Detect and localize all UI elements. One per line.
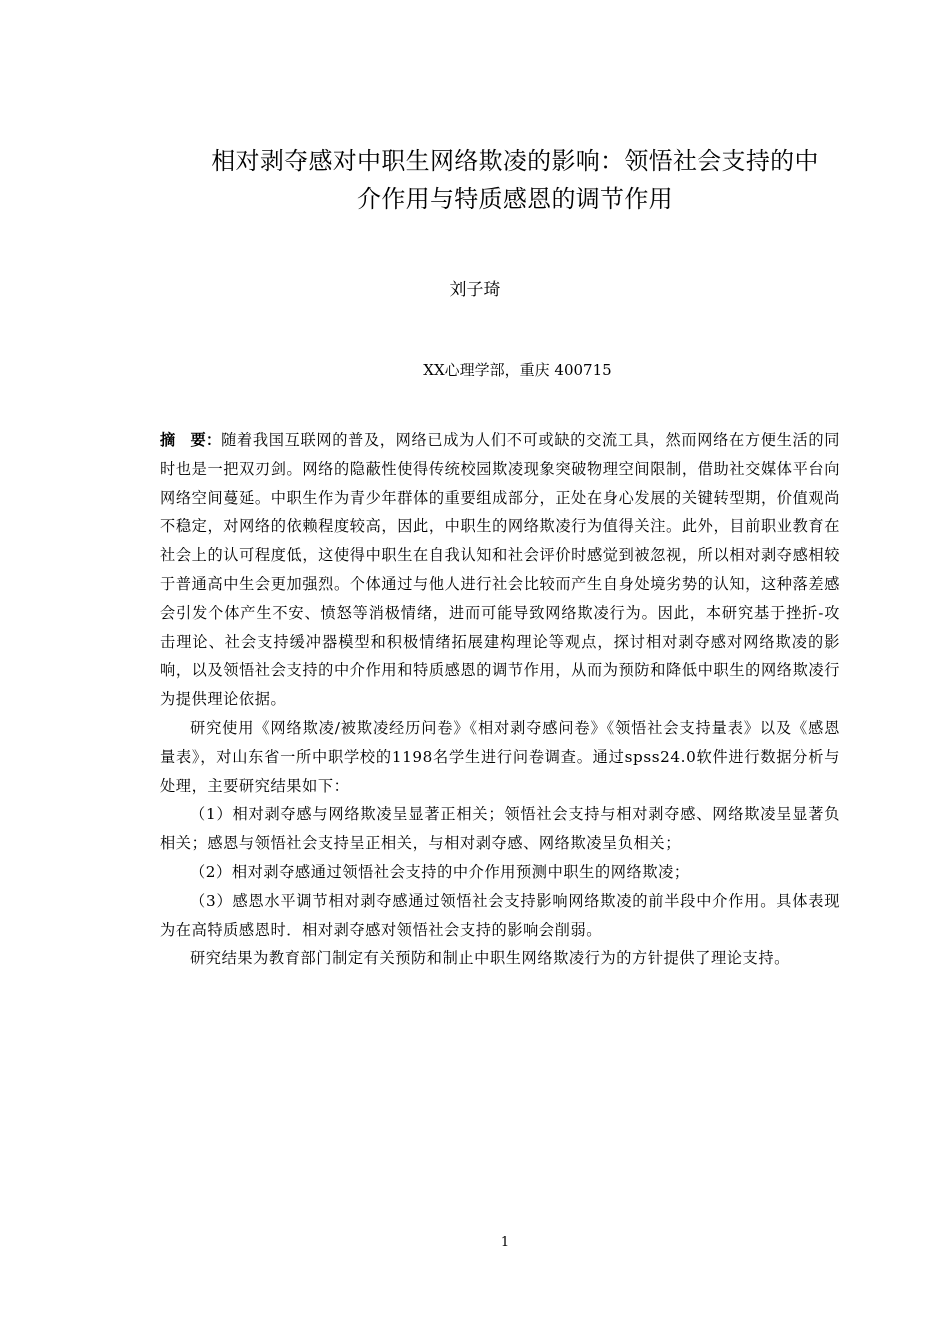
result-item-1: （1）相对剥夺感与网络欺凌呈显著正相关；领悟社会支持与相对剥夺感、网络欺凌呈显著负相关；感恩与领悟社会支持呈正相关，与相对剥夺感、网络欺凌呈负相关； [160,805,840,853]
paper-title-line-2: 介作用与特质感恩的调节作用 [357,185,673,213]
result-item-3: （3）感恩水平调节相对剥夺感通过领悟社会支持影响网络欺凌的前半段中介作用。具体表现为在高特质感恩时．相对剥夺感对领悟社会支持的影响会削弱。 [160,891,840,939]
paper-title-line-1: 相对剥夺感对中职生网络欺凌的影响：领悟社会支持的中 [211,147,819,175]
page-number: 1 [500,1235,510,1250]
method-paragraph: 研究使用《网络欺凌/被欺凌经历问卷》《相对剥夺感问卷》《领悟社会支持量表》以及《感恩量表》，对山东省一所中职学校的1198名学生进行问卷调查。通过spss24.0软件进行数据分析与处理，主要研究结果如下： [160,718,840,795]
abstract-paragraph [160,426,840,714]
abstract-body [160,426,840,973]
conclusion-paragraph: 研究结果为教育部门制定有关预防和制止中职生网络欺凌行为的方针提供了理论支持。 [190,949,790,968]
result-item-2: （2）相对剥夺感通过领悟社会支持的中介作用预测中职生的网络欺凌； [190,862,690,881]
author-name: 刘子琦 [449,280,501,300]
abstract-text: 随着我国互联网的普及，网络已成为人们不可或缺的交流工具，然而网络在方便生活的同时也是一把双刃剑。网络的隐蔽性使得传统校园欺凌现象突破物理空间限制，借助社交媒体平台向网络空间蔓延。中职生作为青少年群体的重要组成部分，正处在身心发展的关键转型期，价值观尚不稳定，对网络的依赖程度较高，因此，中职生的网络欺凌行为值得关注。此外，目前职业教育在社会上的认可程度低，这使得中职生在自我认知和社会评价时感觉到被忽视，所以相对剥夺感相较于普通高中生会更加强烈。个体通过与他人进行社会比较而产生自身处境劣势的认知，这种落差感会引发个体产生不安、愤怒等消极情绪，进而可能导致网络欺凌行为。因此，本研究基于挫折-攻击理论、社会支持缓冲器模型和积极情绪拓展建构理论等观点，探讨相对剥夺感对网络欺凌的影响，以及领悟社会支持的中介作用和特质感恩的调节作用，从而为预防和降低中职生的网络欺凌行为提供理论依据。 [160,431,841,709]
author-affiliation: XX心理学部，重庆 400715 [423,361,612,379]
abstract-label: 摘 要： [160,431,222,449]
paper-title [130,142,900,218]
